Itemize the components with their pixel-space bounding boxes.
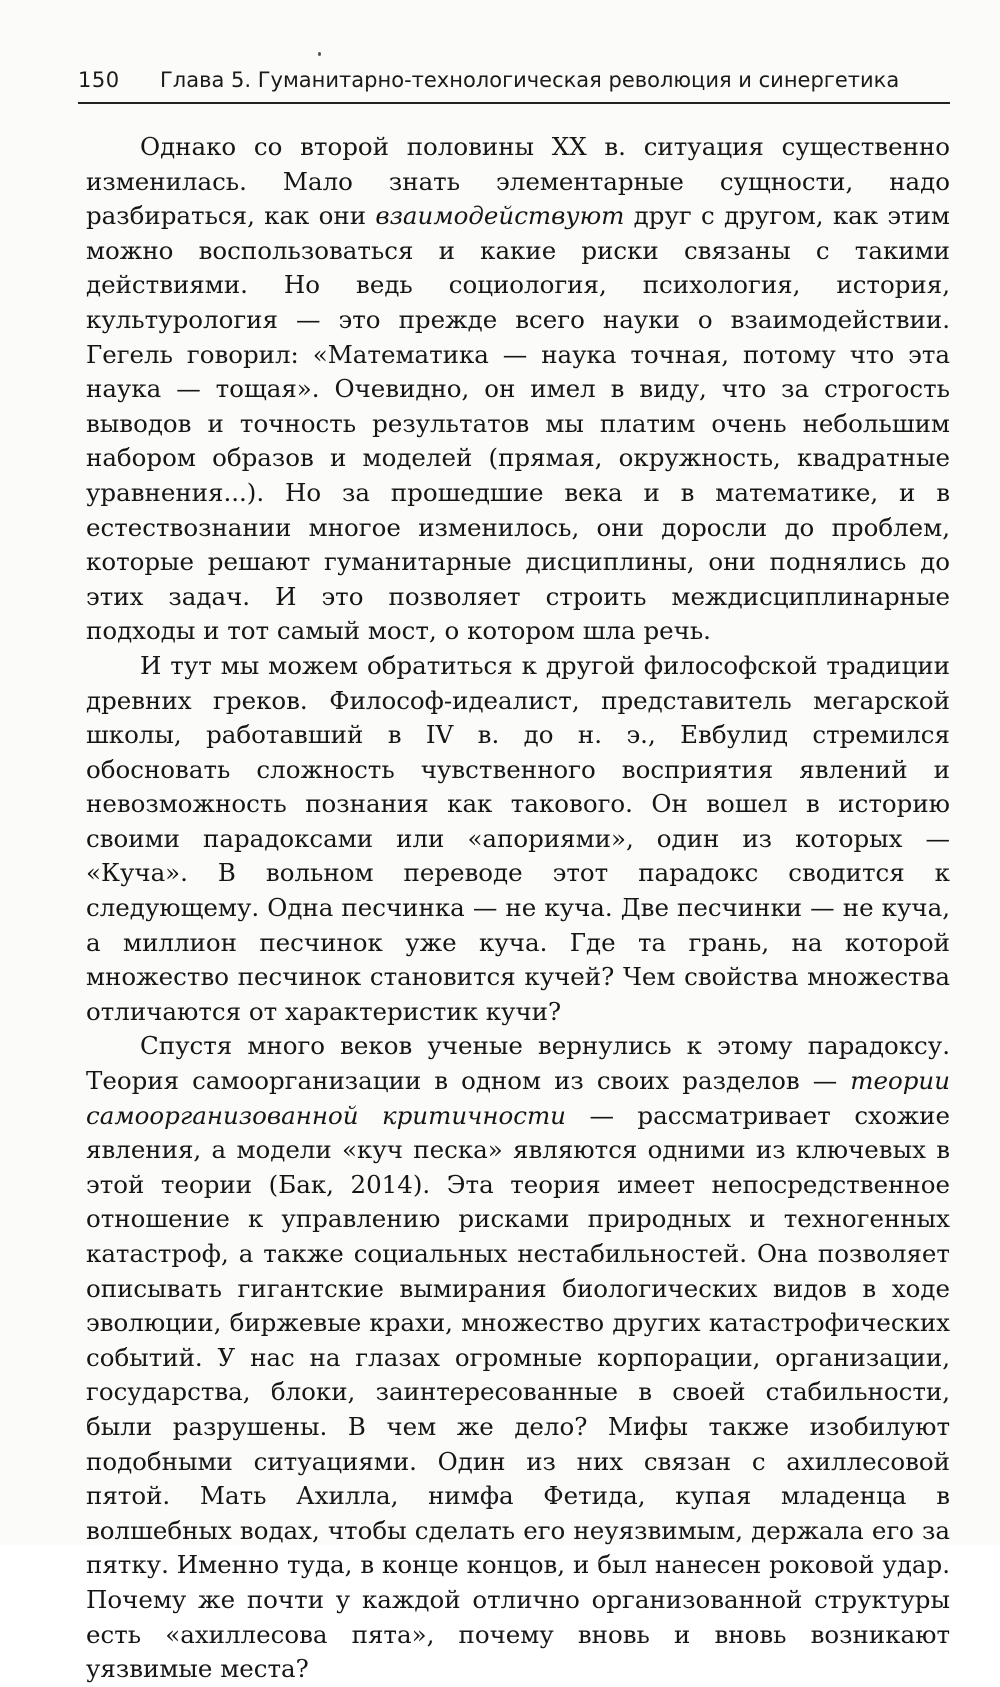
page-number: 150 <box>78 68 120 92</box>
running-header <box>78 68 950 104</box>
paragraph-2-text: И тут мы можем обратиться к другой философской традиции древних греков. Философ-идеалист, представитель мегарской школы, работавший в IV в. до н. э., Евбулид стремился обосновать сложность чувственного восприятия явлений и невозможность познания как такового. Он вошел в историю своими парадоксами или «апориями», один из которых — «Куча». В вольном переводе этот парадокс сводится к следующему. Одна песчинка — не куча. Две песчинки — не куча, а миллион песчинок уже куча. Где та грань, на которой множество песчинок становится кучей? Чем свойства множества отличаются от характеристик кучи? <box>86 650 950 1026</box>
paragraph-1 <box>86 130 950 649</box>
paragraph-3-text-2: — рассматривает схожие явления, а модели «куч песка» являются одними из ключевых в этой теории (Бак, 2014). Эта теория имеет непосредственное отношение к управлению рисками природных и техногенных катастроф, а также социальных нестабильностей. Она позволяет описывать гигантские вымирания биологических видов в ходе эволюции, биржевые крахи, множество других катастрофических событий. У нас на глазах огромные корпорации, организации, государства, блоки, заинтересованные в своей стабильности, были разрушены. В чем же дело? Мифы также изобилуют подобными ситуациями. Один из них связан с ахиллесовой пятой. Мать Ахилла, нимфа Фетида, купая младенца в волшебных водах, чтобы сделать его неуязвимым, держала его за пятку. Именно туда, в конце концов, и был нанесен роковой удар. Почему же почти у каждой отлично организованной структуры есть «ахиллесова пята», почему вновь и вновь возникают уязвимые места? <box>86 1100 950 1684</box>
paragraph-1-italic-term: взаимодействуют <box>375 201 625 231</box>
body-text <box>86 130 950 1687</box>
print-speck <box>318 52 321 56</box>
chapter-title: Глава 5. Гуманитарно-технологическая революция и синергетика <box>160 68 900 92</box>
paragraph-1-text-2: друг с другом, как этим можно воспользоваться и какие риски связаны с такими действиями. Но ведь социология, психология, история, культурология — это прежде всего науки о взаимодействии. Гегель говорил: «Математика — наука точная, потому что эта наука — тощая». Очевидно, он имел в виду, что за строгость выводов и точность результатов мы платим очень небольшим набором образов и моделей (прямая, окружность, квадратные уравнения...). Но за прошедшие века и в математике, и в естествознании многое изменилось, они доросли до проблем, которые решают гуманитарные дисциплины, они поднялись до этих задач. И это позволяет строить междисциплинарные подходы и тот самый мост, о котором шла речь. <box>86 201 950 646</box>
paragraph-3 <box>86 1029 950 1686</box>
paragraph-1-text-1: Однако со второй половины XX в. ситуация существенно изменилась. Мало знать элементарные сущности, надо разбираться, как они <box>86 132 950 231</box>
paragraph-3-text-1: Спустя много веков ученые вернулись к этому парадоксу. Теория самоорганизации в одном из своих разделов — <box>86 1031 950 1096</box>
paragraph-2 <box>86 649 950 1030</box>
paragraph-3-italic-term: теории самоорганизованной критичности <box>86 1066 950 1130</box>
